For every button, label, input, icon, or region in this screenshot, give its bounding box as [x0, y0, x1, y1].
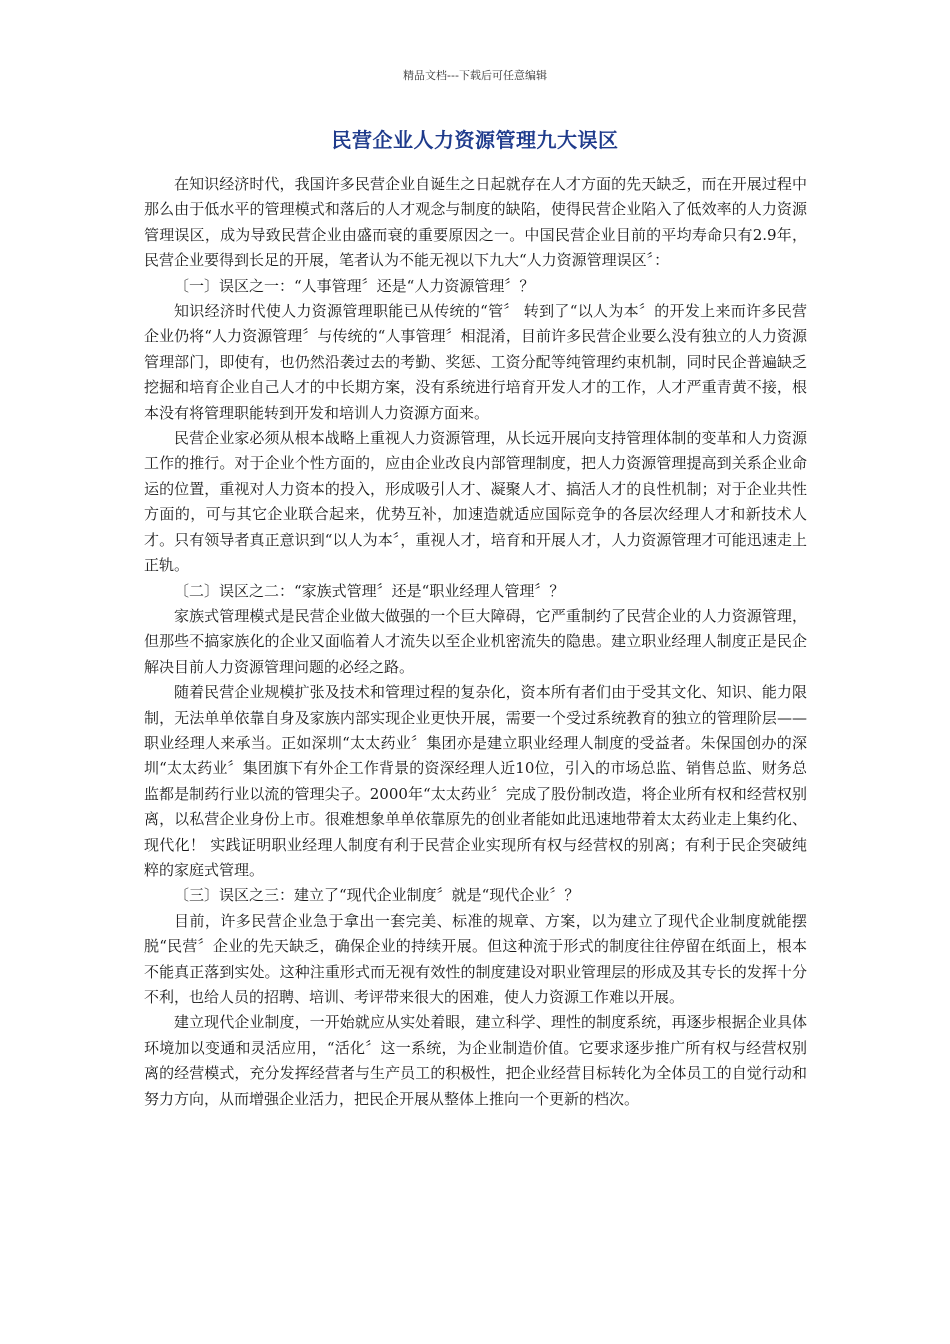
section-heading-2: 〔二〕误区之二：“家族式管理〞还是“职业经理人管理〞？	[174, 581, 565, 600]
paragraph: 随着民营企业规模扩张及技术和管理过程的复杂化，资本所有者们由于受其文化、知识、能力限制，无法单单依靠自身及家族内部实现企业更快开展，需要一个受过系统教育的独立的管理阶层——职业经理人来承当。正如深圳“太太药业〞集团亦是建立职业经理人制度的受益者。朱保国创办的深圳“太太药业〞集团旗下有外企工作背景的资深经理人近10位，引入的市场总监、销售总监、财务总监都是制药行业以流的管理尖子。2000年“太太药业〞完成了股份制改造，将企业所有权和经营权别离，以私营企业身份上市。很难想象单单依靠原先的创业者能如此迅速地带着太太药业走上集约化、现代化！ 实践证明职业经理人制度有利于民营企业实现所有权与经营权的别离；有利于民企突破纯粹的家庭式管理。	[144, 683, 807, 879]
document-body	[144, 172, 807, 1112]
section-heading-3: 〔三〕误区之三：建立了“现代企业制度〞就是“现代企业〞？	[174, 886, 580, 905]
page-header-note: 精品文档---下载后可任意编辑	[403, 69, 547, 82]
document-title: 民营企业人力资源管理九大误区	[331, 128, 619, 152]
paragraph: 知识经济时代使人力资源管理职能已从传统的“管〞 转到了“以人为本〞的开发上来而许多民营企业仍将“人力资源管理〞与传统的“人事管理〞相混淆，目前许多民营企业要么没有独立的人力资源管理部门，即使有，也仍然沿袭过去的考勤、奖惩、工资分配等纯管理约束机制，同时民企普遍缺乏挖掘和培育企业自己人才的中长期方案，没有系统进行培育开发人才的工作，人才严重青黄不接，根本没有将管理职能转到开发和培训人力资源方面来。	[144, 302, 807, 422]
paragraph: 建立现代企业制度，一开始就应从实处着眼，建立科学、理性的制度系统，再逐步根据企业具体环境加以变通和灵活应用，“活化〞这一系统，为企业制造价值。它要求逐步推广所有权与经营权别离的经营模式，充分发挥经营者与生产员工的积极性，把企业经营目标转化为全体员工的自觉行动和努力方向，从而增强企业活力，把民企开展从整体上推向一个更新的档次。	[144, 1013, 807, 1108]
paragraph: 目前，许多民营企业急于拿出一套完美、标准的规章、方案，以为建立了现代企业制度就能摆脱“民营〞企业的先天缺乏，确保企业的持续开展。但这种流于形式的制度往往停留在纸面上，根本不能真正落到实处。这种注重形式而无视有效性的制度建设对职业管理层的形成及其专长的发挥十分不利，也给人员的招聘、培训、考评带来很大的困难，使人力资源工作难以开展。	[144, 911, 807, 1006]
paragraph-intro: 在知识经济时代，我国许多民营企业自诞生之日起就存在人才方面的先天缺乏，而在开展过程中那么由于低水平的管理模式和落后的人才观念与制度的缺陷，使得民营企业陷入了低效率的人力资源管理误区，成为导致民营企业由盛而衰的重要原因之一。中国民营企业目前的平均寿命只有2.9年，民营企业要得到长足的开展，笔者认为不能无视以下九大“人力资源管理误区〞：	[144, 175, 807, 270]
paragraph: 家族式管理模式是民营企业做大做强的一个巨大障碍，它严重制约了民营企业的人力资源管理，但那些不搞家族化的企业又面临着人才流失以至企业机密流失的隐患。建立职业经理人制度正是民企解决目前人力资源管理问题的必经之路。	[144, 606, 807, 676]
section-heading-1: 〔一〕误区之一：“人事管理〞还是“人力资源管理〞？	[174, 276, 535, 295]
paragraph: 民营企业家必须从根本战略上重视人力资源管理，从长远开展向支持管理体制的变革和人力资源工作的推行。对于企业个性方面的，应由企业改良内部管理制度，把人力资源管理提高到关系企业命运的位置，重视对人力资本的投入，形成吸引人才、凝聚人才、搞活人才的良性机制；对于企业共性方面的，可与其它企业联合起来，优势互补，加速造就适应国际竞争的各层次经理人才和新技术人才。只有领导者真正意识到“以人为本〞，重视人才，培育和开展人才，人力资源管理才可能迅速走上正轨。	[144, 429, 807, 575]
